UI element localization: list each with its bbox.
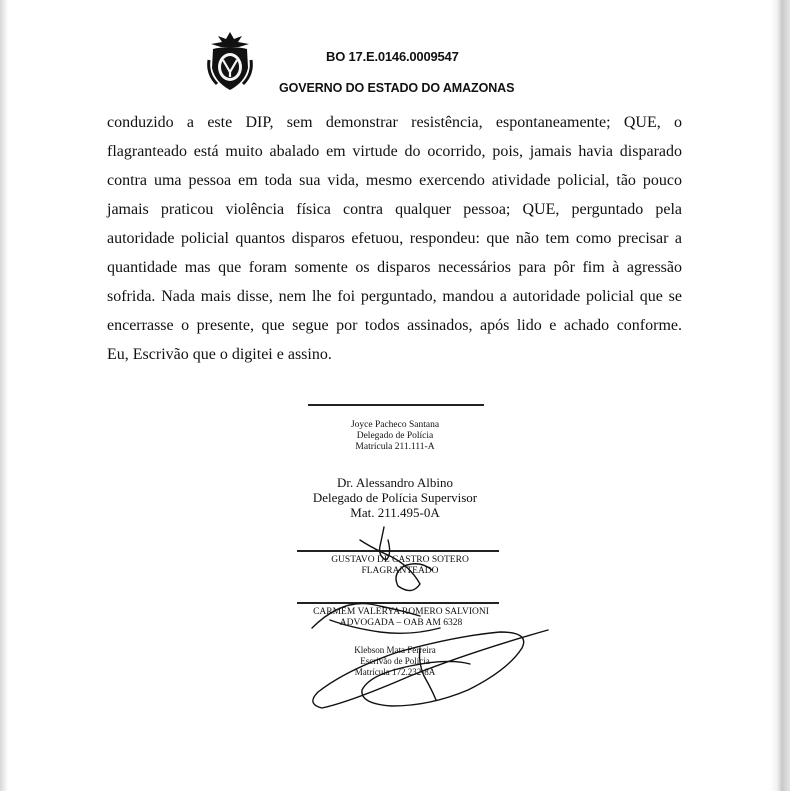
signature-block-flagranteado (300, 555, 500, 577)
body-text (107, 108, 682, 369)
scan-shadow-right (770, 0, 790, 791)
signature-line-advogada (297, 602, 499, 604)
body-line: sofrida. Nada mais disse, nem lhe foi perguntado, mandou a autoridade policial que se (107, 288, 682, 305)
body-line: conduzido a este DIP, sem demonstrar resistência, espontaneamente; QUE, o (107, 114, 682, 131)
advogada-name: CARMEM VALERYA ROMERO SALVIONI (313, 607, 489, 617)
delegada-role: Delegado de Polícia (356, 431, 434, 441)
body-line: encerrasse o presente, que segue por todos assinados, após lido e achado conforme. (107, 317, 682, 334)
body-line: jamais praticou violência física contra qualquer pessoa; QUE, perguntado pela (107, 201, 682, 218)
signature-block-escrivao (325, 645, 465, 678)
document-code: BO 17.E.0146.0009547 (326, 49, 459, 64)
body-line: autoridade policial quantos disparos efetuou, respondeu: que não tem como precisar a (107, 230, 682, 247)
body-line: flagranteado está muito abalado em virtude do ocorrido, pois, jamais havia disparado (107, 143, 682, 160)
supervisor-name: Dr. Alessandro Albino (337, 475, 453, 490)
scan-shadow-left (0, 0, 8, 791)
body-line: quantidade mas que foram somente os disparos necessários para pôr fim à agressão (107, 259, 682, 276)
escrivao-name: Klebson Mata Ferreira (354, 645, 436, 655)
supervisor-registration: Mat. 211.495-0A (350, 505, 440, 520)
body-line: Eu, Escrivão que o digitei e assino. (107, 346, 332, 363)
delegada-name: Joyce Pacheco Santana (350, 420, 440, 430)
signature-block-advogada (296, 607, 506, 629)
signature-line-flagranteado (297, 550, 499, 552)
advogada-role: ADVOGADA – OAB AM 6328 (339, 618, 463, 628)
escrivao-registration: Matrícula 172.232-8A (354, 667, 436, 677)
signature-line-delegada (308, 404, 484, 406)
flagranteado-name: GUSTAVO DE CASTRO SOTERO (331, 555, 469, 565)
supervisor-role: Delegado de Polícia Supervisor (312, 490, 478, 505)
delegada-registration: Matrícula 211.111-A (355, 442, 435, 452)
body-line: contra uma pessoa em toda sua vida, mesmo exercendo atividade policial, tão pouco (107, 172, 682, 189)
flagranteado-role: FLAGRANTEADO (361, 566, 439, 576)
escrivao-role: Escrivão de Polícia (360, 656, 430, 666)
amazonas-coat-of-arms-icon (205, 30, 255, 92)
government-title: GOVERNO DO ESTADO DO AMAZONAS (279, 81, 515, 95)
signature-block-delegada (300, 420, 490, 453)
signature-block-supervisor (290, 475, 500, 520)
